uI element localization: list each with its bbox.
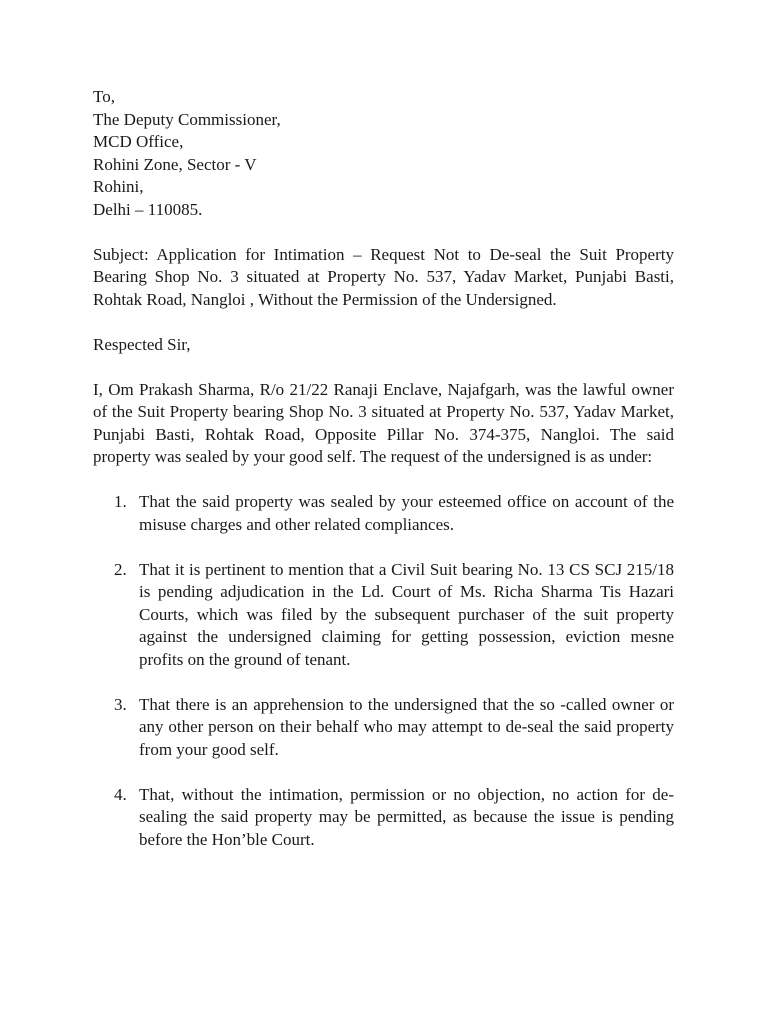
list-item-text: That there is an apprehension to the undersigned that the so -called owner or any other person on their behalf who may attempt to de-seal the said property from your good self. bbox=[139, 694, 674, 759]
address-line-pincode: Delhi – 110085. bbox=[93, 199, 203, 219]
list-item-text: That it is pertinent to mention that a Civil Suit bearing No. 13 CS SCJ 215/18 is pending adjudication in the Ld. Court of Ms. Richa Sharma Tis Hazari Courts, which was filed by the subsequent purchaser of the suit property against the undersigned claiming for getting possession, eviction mesne profits on the ground of tenant. bbox=[139, 559, 674, 669]
list-item bbox=[93, 559, 674, 672]
list-item-text: That, without the intimation, permission or no objection, no action for de-sealing the said property may be permitted, as because the issue is pending before the Hon’ble Court. bbox=[139, 784, 674, 849]
list-item bbox=[93, 491, 674, 536]
address-line-title: The Deputy Commissioner, bbox=[93, 109, 281, 129]
list-item-number: 4. bbox=[114, 784, 127, 804]
list-item-number: 3. bbox=[114, 694, 127, 714]
spacer bbox=[93, 356, 674, 379]
letter-page bbox=[93, 86, 674, 874]
request-points-list bbox=[93, 491, 674, 851]
subject-line: Subject: Application for Intimation – Request Not to De-seal the Suit Property Bearing Shop No. 3 situated at Property No. 537, Yadav Market, Punjabi Basti, Rohtak Road, Nangloi , Without the Permission of the Undersigned. bbox=[93, 244, 674, 309]
address-line-city: Rohini, bbox=[93, 177, 144, 196]
address-line-zone: Rohini Zone, Sector - V bbox=[93, 154, 257, 174]
salutation: Respected Sir, bbox=[93, 334, 191, 354]
list-item-number: 2. bbox=[114, 559, 127, 579]
address-line-office: MCD Office, bbox=[93, 132, 184, 151]
intro-paragraph: I, Om Prakash Sharma, R/o 21/22 Ranaji Enclave, Najafgarh, was the lawful owner of the Suit Property bearing Shop No. 3 situated at Property No. 537, Yadav Market, Punjabi Basti, Rohtak Road, Opposite Pillar No. 374-375, Nangloi. The said property was sealed by your good self. The request of the undersigned is as under: bbox=[93, 379, 674, 466]
list-item-text: That the said property was sealed by your esteemed office on account of the misuse charges and other related compliances. bbox=[139, 492, 674, 534]
spacer bbox=[93, 221, 674, 244]
list-item-number: 1. bbox=[114, 492, 127, 511]
list-item bbox=[93, 694, 674, 762]
address-line-to: To, bbox=[93, 87, 115, 106]
spacer bbox=[93, 469, 674, 492]
list-item bbox=[93, 784, 674, 852]
spacer bbox=[93, 311, 674, 334]
recipient-address bbox=[93, 86, 674, 221]
